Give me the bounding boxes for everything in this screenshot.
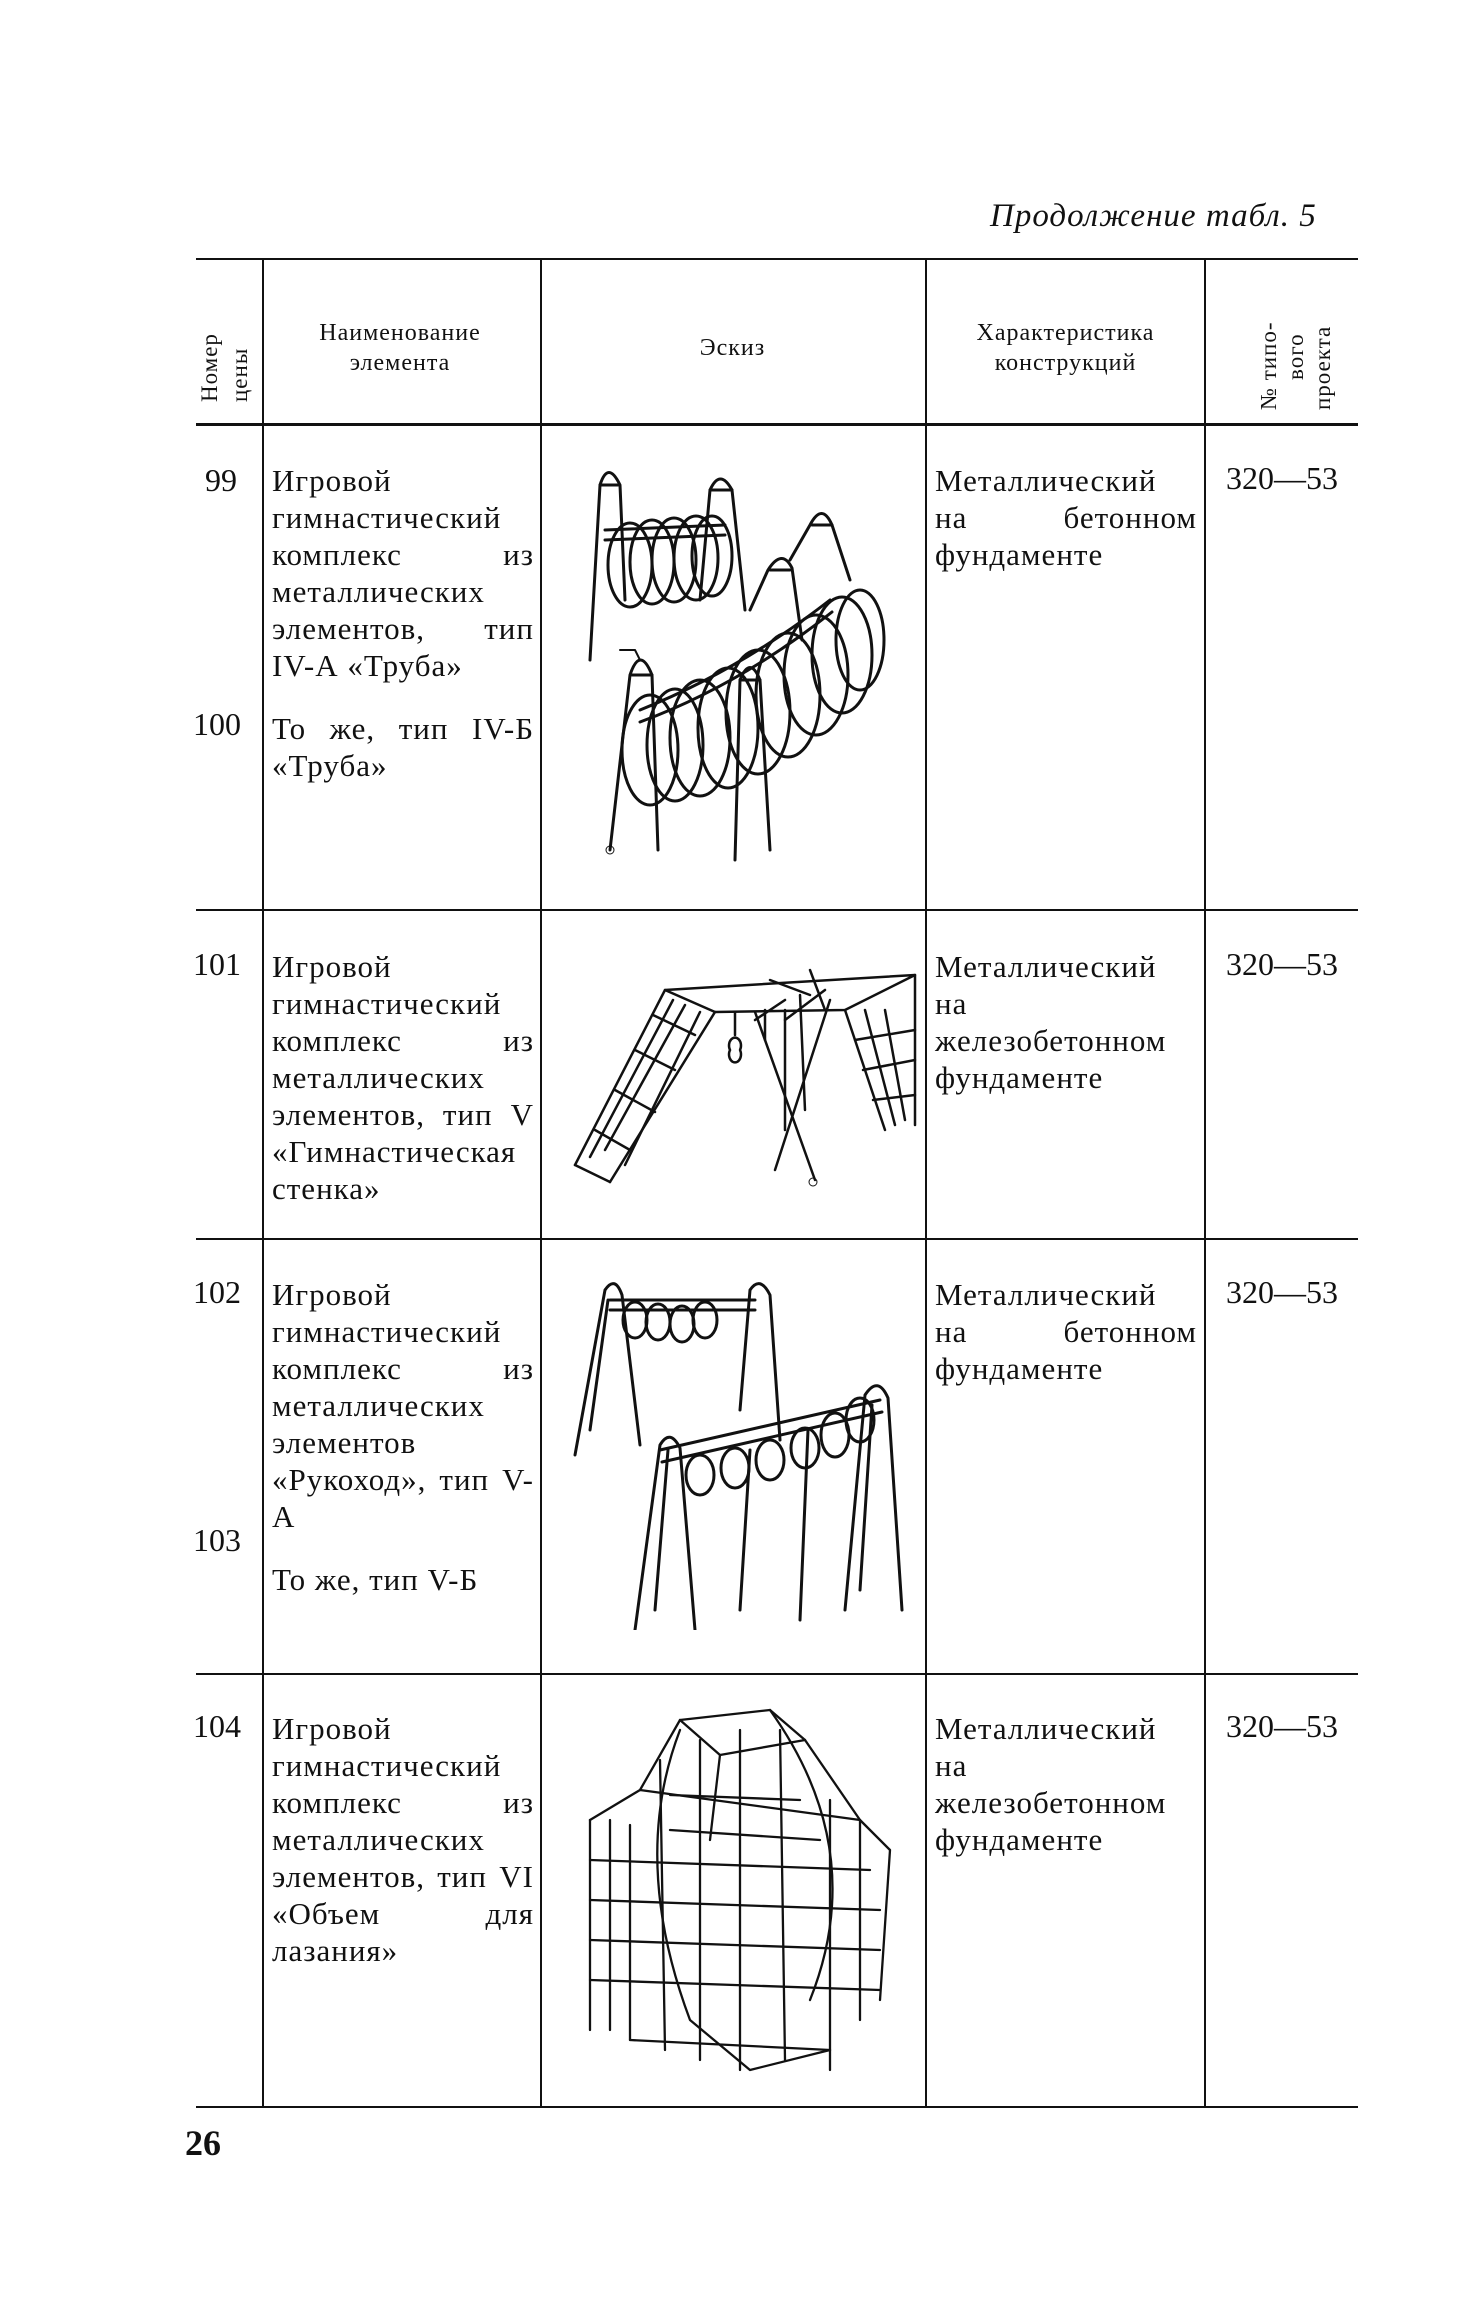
price-number: 104 (193, 1708, 241, 1744)
monkey-bars-rings-sketch (560, 1270, 920, 1630)
price-number: 101 (193, 946, 241, 982)
column-divider (262, 258, 264, 2108)
element-name: Игровой гимнастический комплекс из металлических элементов, тип V «Гимнастическая стенка» (272, 949, 534, 1206)
row-divider (196, 909, 1358, 911)
element-name: То же, тип V-Б (272, 1562, 479, 1597)
element-name-cell (272, 948, 534, 1207)
characteristic-cell: Металлический на бетонном фундаменте (935, 463, 1197, 572)
pipe-tunnel-climber-sketch (560, 450, 920, 870)
project-number: 320—53 (1226, 1274, 1338, 1310)
element-name: Игровой гимнастический комплекс из металлических элементов, тип IV-А «Труба» (272, 463, 534, 683)
characteristic-cell: Металлический на железобетонном фундаменте (935, 949, 1167, 1095)
element-name: Игровой гимнастический комплекс из металлических элементов, тип VI «Объем для лазания» (272, 1711, 534, 1968)
table-bottom-rule (196, 2106, 1358, 2108)
element-name: Игровой гимнастический комплекс из металлических элементов «Рукоход», тип V-А (272, 1277, 534, 1534)
price-number: 103 (193, 1522, 241, 1558)
element-name-cell (272, 1276, 534, 1598)
price-number: 102 (193, 1274, 241, 1310)
characteristic-cell: Металлический на железобетонном фундаменте (935, 1711, 1167, 1857)
header-project-line-3: проекта (1310, 325, 1335, 410)
element-name: То же, тип IV-Б «Труба» (272, 711, 534, 783)
element-name-cell (272, 462, 534, 784)
page-number: 26 (185, 2123, 221, 2163)
element-name-cell (272, 1710, 534, 1969)
row-divider (196, 1673, 1358, 1675)
price-number: 99 (205, 462, 237, 498)
table-continuation-caption: Продолжение табл. 5 (990, 198, 1317, 234)
column-divider (1204, 258, 1206, 2108)
header-name-column: Наименование элемента (319, 320, 481, 376)
project-number: 320—53 (1226, 946, 1338, 982)
column-divider (925, 258, 927, 2108)
row-divider (196, 1238, 1358, 1240)
table-top-rule (196, 258, 1358, 260)
climbing-wall-frame-sketch (555, 950, 925, 1195)
characteristic-cell: Металлический на бетонном фундаменте (935, 1277, 1197, 1386)
price-number: 100 (193, 706, 241, 742)
header-characteristic-column: Характеристика конструкций (976, 320, 1155, 376)
project-number: 320—53 (1226, 1708, 1338, 1744)
project-number: 320—53 (1226, 460, 1338, 496)
header-number-line-2: цены (227, 347, 252, 402)
climbing-volume-lattice-sketch (570, 1700, 910, 2090)
header-number-line-1: Номер (197, 333, 222, 402)
header-sketch-column: Эскиз (699, 335, 766, 361)
header-project-line-2: вого (1283, 333, 1308, 380)
column-divider (540, 258, 542, 2108)
header-bottom-rule (196, 423, 1358, 426)
header-project-line-1: № типо- (1256, 321, 1281, 410)
